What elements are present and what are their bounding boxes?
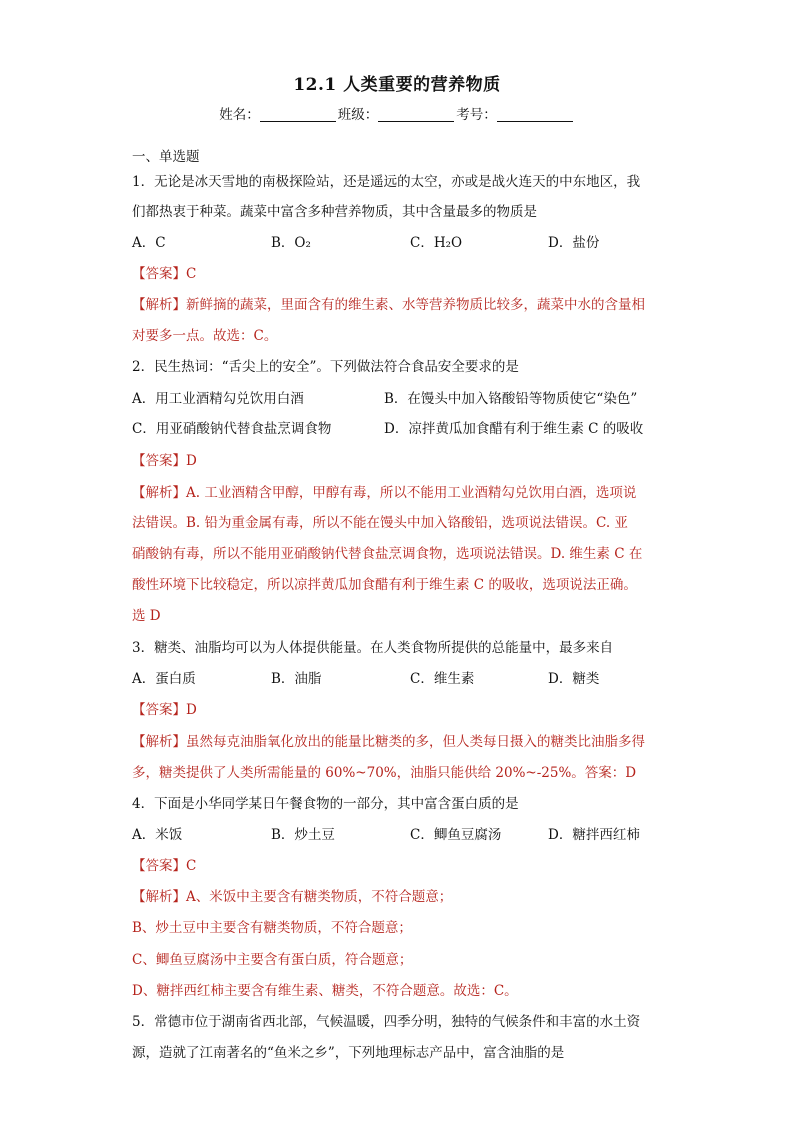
q3-option-c: C．维生素 <box>410 671 475 687</box>
q1-option-b: B．O₂ <box>271 235 311 251</box>
q2-option-a: A．用工业酒精勾兑饮用白酒 <box>132 391 304 407</box>
q2-analysis-line-4: 酸性环境下比较稳定，所以凉拌黄瓜加食醋有利于维生素 C 的吸收，选项说法正确。 <box>132 577 637 593</box>
q3-analysis-line-1: 【解析】虽然每克油脂氧化放出的能量比糖类的多，但人类每日摄入的糖类比油脂多得 <box>132 734 645 750</box>
q4-analysis-line-4: D、糖拌西红柿主要含有维生素、糖类，不符合题意。故选：C。 <box>132 983 518 999</box>
student-info-line <box>0 103 794 123</box>
q4-option-d: D．糖拌西红柿 <box>548 827 640 843</box>
q3-option-a: A．蛋白质 <box>132 671 196 687</box>
q3-stem-line-1: 3．糖类、油脂均可以为人体提供能量。在人类食物所提供的总能量中，最多来自 <box>132 640 614 656</box>
exam-number-label: 考号： <box>456 107 497 123</box>
q4-analysis-line-3: C、鲫鱼豆腐汤中主要含有蛋白质，符合题意； <box>132 952 413 968</box>
q4-answer: 【答案】C <box>132 858 197 874</box>
q5-stem-line-1: 5．常德市位于湖南省西北部，气候温暖，四季分明，独特的气候条件和丰富的水土资 <box>132 1014 641 1030</box>
q2-stem-line-1: 2．民生热词：“舌尖上的安全”。下列做法符合食品安全要求的是 <box>132 359 519 375</box>
name-blank <box>260 107 336 122</box>
q2-analysis-line-2: 法错误。B. 铅为重金属有毒，所以不能在馒头中加入铬酸铅，选项说法错误。C. 亚 <box>132 515 628 531</box>
class-label: 班级： <box>337 107 379 123</box>
q3-option-d: D．糖类 <box>548 671 600 687</box>
q3-analysis-line-2: 多，糖类提供了人类所需能量的 60%~70%，油脂只能供给 20%~-25%。答案：D <box>132 765 637 781</box>
q1-option-a: A．C <box>132 235 166 251</box>
q3-answer: 【答案】D <box>132 702 197 718</box>
q2-analysis-line-5: 选 D <box>132 608 161 624</box>
q2-option-c: C．用亚硝酸钠代替食盐烹调食物 <box>132 421 332 437</box>
q1-option-c: C．H₂O <box>410 235 463 251</box>
q4-analysis-line-1: 【解析】A、米饭中主要含有糖类物质，不符合题意； <box>132 889 453 905</box>
q4-stem-line-1: 4．下面是小华同学某日午餐食物的一部分，其中富含蛋白质的是 <box>132 796 519 812</box>
q1-stem-line-2: 们都热衷于种菜。蔬菜中富含多种营养物质，其中含量最多的物质是 <box>132 204 537 220</box>
q2-analysis-line-1: 【解析】A. 工业酒精含甲醇，甲醇有毒，所以不能用工业酒精勾兑饮用白酒，选项说 <box>132 485 637 501</box>
q1-option-d: D．盐份 <box>548 235 600 251</box>
q3-option-b: B．油脂 <box>271 671 322 687</box>
q4-option-c: C．鲫鱼豆腐汤 <box>410 827 502 843</box>
q2-answer: 【答案】D <box>132 453 197 469</box>
exam-number-blank <box>497 107 573 122</box>
q4-option-b: B．炒土豆 <box>271 827 335 843</box>
class-blank <box>378 107 454 122</box>
q2-option-b: B．在馒头中加入铬酸铅等物质使它“染色” <box>384 391 638 407</box>
name-label: 姓名： <box>219 107 260 123</box>
q4-option-a: A．米饭 <box>132 827 183 843</box>
q1-answer: 【答案】C <box>132 266 197 282</box>
q1-stem-line-1: 1．无论是冰天雪地的南极探险站，还是遥远的太空，亦或是战火连天的中东地区，我 <box>132 174 641 190</box>
q5-stem-line-2: 源，造就了江南著名的“鱼米之乡”，下列地理标志产品中，富含油脂的是 <box>132 1045 565 1061</box>
section-heading: 一、单选题 <box>132 149 200 165</box>
q1-analysis-line-2: 对要多一点。故选：C。 <box>132 328 278 344</box>
q4-analysis-line-2: B、炒土豆中主要含有糖类物质，不符合题意； <box>132 920 412 936</box>
q2-option-d: D．凉拌黄瓜加食醋有利于维生素 C 的吸收 <box>384 421 644 437</box>
q2-analysis-line-3: 硝酸钠有毒，所以不能用亚硝酸钠代替食盐烹调食物，选项说法错误。D. 维生素 C 在 <box>132 546 643 562</box>
q1-analysis-line-1: 【解析】新鲜摘的蔬菜，里面含有的维生素、水等营养物质比较多，蔬菜中水的含量相 <box>132 297 645 313</box>
page-title: 12.1 人类重要的营养物质 <box>293 75 501 95</box>
